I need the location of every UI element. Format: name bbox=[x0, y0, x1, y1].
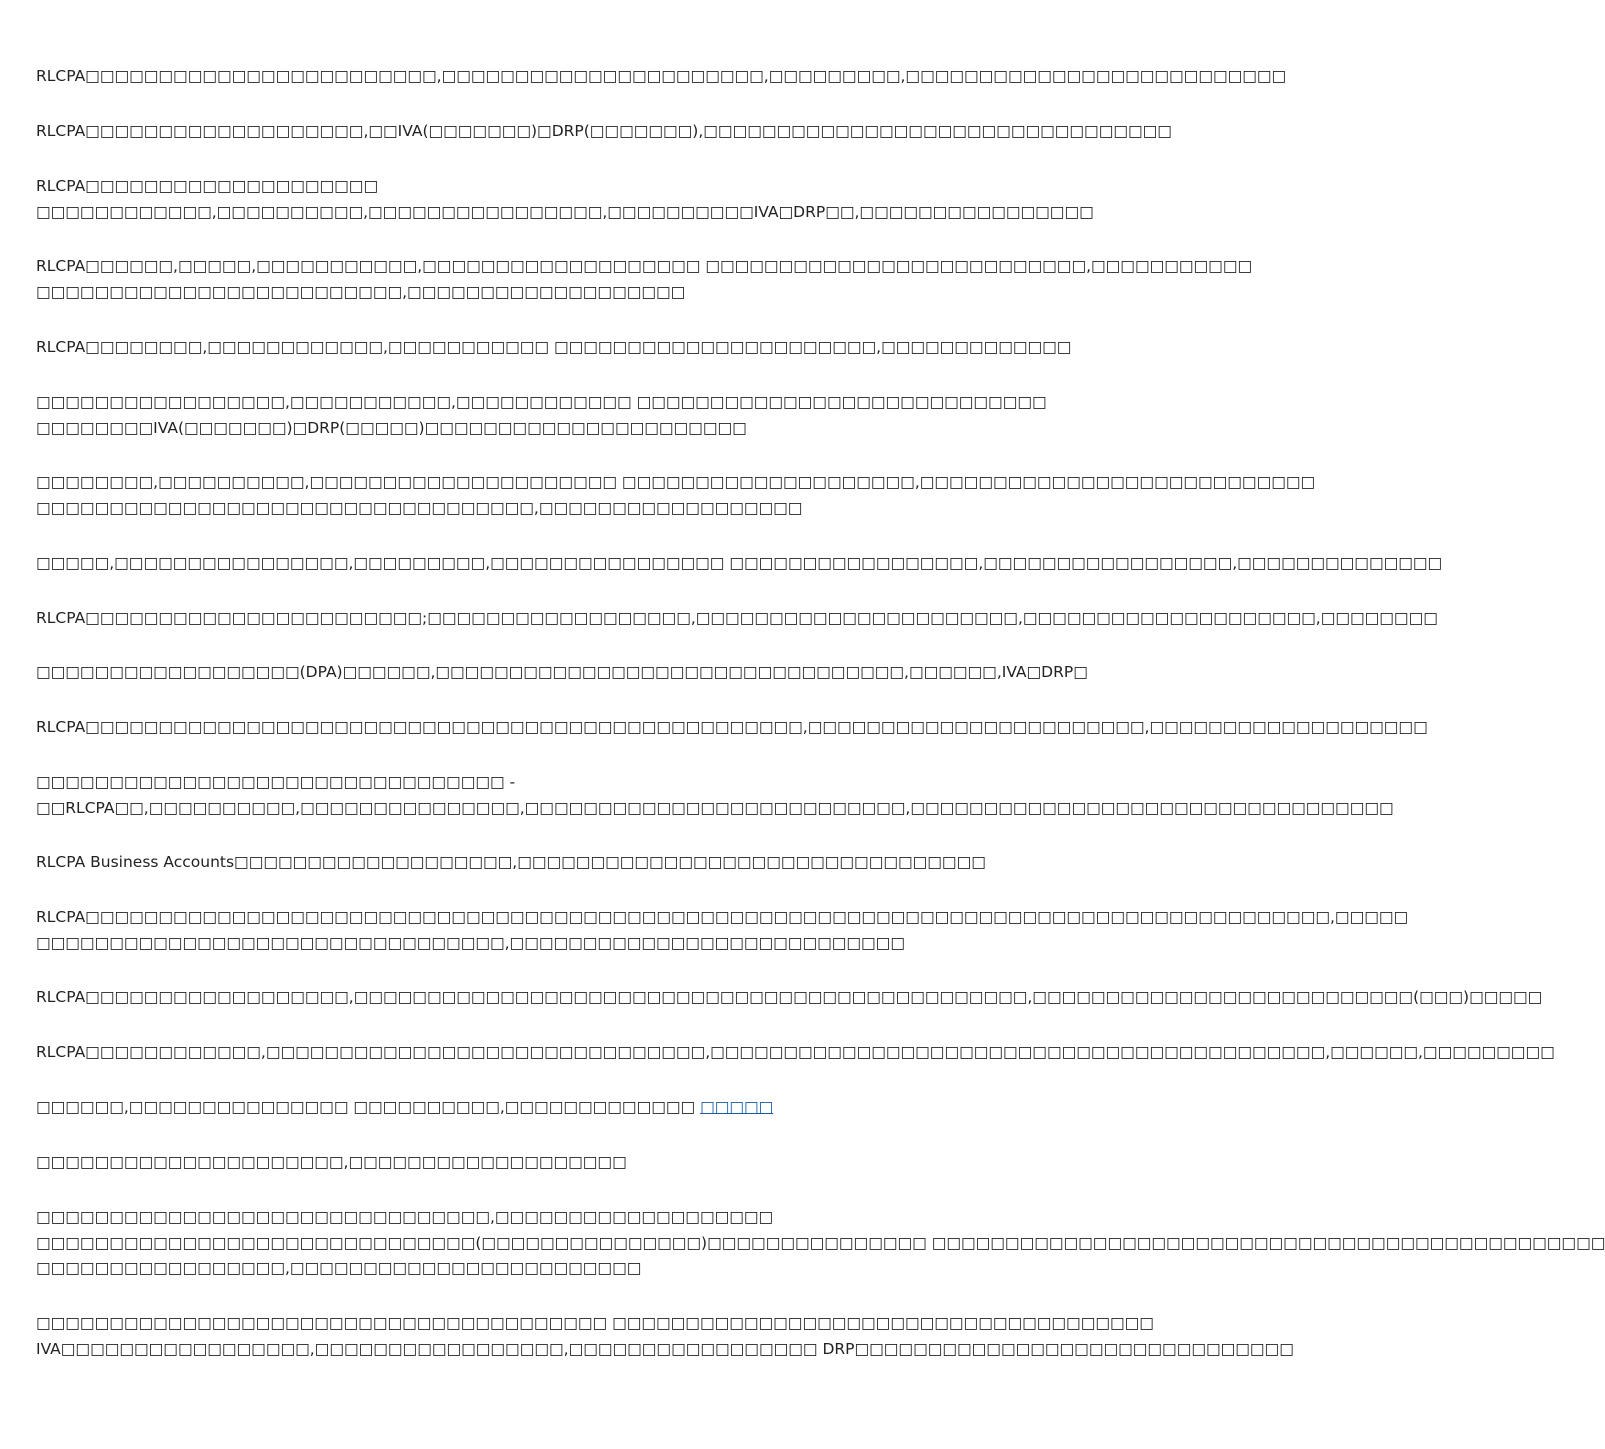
paragraph-line: □□□□□□□□□□□□□□□□□□□□□□□□□□□□□□□□□□□□□□□ □□□□□□□□□□□□□□□□□□□□□□□□□□□□□□□□□□□□□ bbox=[36, 1314, 1154, 1332]
paragraph-line: □□□□□□□□□□□□□□□□□□□□□□□□□□□□□□(□□□□□□□□□□□□□□□)□□□□□□□□□□□□□□□ □□□□□□□□□□□□□□□□□□□□□□□□□□□□□□□□□□□□□□□□□□□□□□ bbox=[36, 1233, 1605, 1252]
paragraph-line: □□□□□□□□□□□□,□□□□□□□□□□,□□□□□□□□□□□□□□□□,□□□□□□□□□□IVA□DRP□□,□□□□□□□□□□□□□□□□ bbox=[36, 202, 1094, 221]
paragraph-line: RLCPA□□□□□□,□□□□□,□□□□□□□□□□□,□□□□□□□□□□□□□□□□□□□ □□□□□□□□□□□□□□□□□□□□□□□□□□,□□□□□□□□□□□ bbox=[36, 257, 1253, 275]
paragraph-18 bbox=[36, 1150, 990, 1176]
paragraph-12 bbox=[36, 770, 1394, 821]
paragraph-line: RLCPA□□□□□□□□□□□□□□□□□□□,□□IVA(□□□□□□□)□DRP(□□□□□□□),□□□□□□□□□□□□□□□□□□□□□□□□□□□□□□□□ bbox=[36, 122, 1172, 140]
paragraph-line: RLCPA□□□□□□□□□□□□□□□□□□□□□□□;□□□□□□□□□□□□□□□□□□,□□□□□□□□□□□□□□□□□□□□□□,□□□□□□□□□□□□□□□□□□□□,□□□□□□□□ bbox=[36, 609, 1438, 627]
paragraph-line: □□□□□□□□□□□□□□□□□□□□□□□□□□□□□□□□ - bbox=[36, 773, 516, 791]
paragraph-line: □□□□□□□□□□□□□□□□□□□□□□□□□□□□□□□□□□,□□□□□□□□□□□□□□□□□□ bbox=[36, 498, 803, 517]
paragraph-text: □□□□□□,□□□□□□□□□□□□□□□ □□□□□□□□□□,□□□□□□□□□□□□□ bbox=[36, 1098, 701, 1116]
paragraph-line: □□□□□□□□□□□□□□□□□□□□□□□□□□□□□□□□,□□□□□□□□□□□□□□□□□□□□□□□□□□□ bbox=[36, 933, 905, 952]
paragraph-line: □□□□□□□□□□□□□□□□□□□□□,□□□□□□□□□□□□□□□□□□□ bbox=[36, 1153, 627, 1171]
paragraph-line: □□□□□□□□□□□□□□□□□,□□□□□□□□□□□□□□□□□□□□□□□□ bbox=[36, 1259, 642, 1277]
paragraph-line: RLCPA□□□□□□□□□□□□,□□□□□□□□□□□□□□□□□□□□□□□□□□□□□□,□□□□□□□□□□□□□□□□□□□□□□□□□□□□□□□□□□□□□□□□□□,□□□□□□,□□□□□□□□□ bbox=[36, 1043, 1555, 1061]
paragraph-11 bbox=[36, 715, 1428, 741]
paragraph-line: RLCPA□□□□□□□□□□□□□□□□□□,□□□□□□□□□□□□□□□□□□□□□□□□□□□□□□□□□□□□□□□□□□□□□□,□□□□□□□□□□□□□□□□□□□□□□□□□□(□□□)□□□□□ bbox=[36, 988, 1543, 1006]
paragraph-line: □□□□□□□□IVA(□□□□□□□)□DRP(□□□□□)□□□□□□□□□□□□□□□□□□□□□□ bbox=[36, 418, 747, 437]
paragraph-4 bbox=[36, 254, 1253, 305]
paragraph-line: □□□□□□□□□□□□□□□□□,□□□□□□□□□□□,□□□□□□□□□□□□ □□□□□□□□□□□□□□□□□□□□□□□□□□□□ bbox=[36, 393, 1047, 411]
paragraph-19 bbox=[36, 1205, 1605, 1282]
paragraph-15 bbox=[36, 985, 1543, 1011]
paragraph-9 bbox=[36, 606, 1438, 632]
paragraph-1 bbox=[36, 64, 1287, 90]
paragraph-10 bbox=[36, 660, 1088, 686]
paragraph-8 bbox=[36, 551, 1443, 577]
paragraph-2 bbox=[36, 119, 1172, 145]
paragraph-line: RLCPA Business Accounts□□□□□□□□□□□□□□□□□□□,□□□□□□□□□□□□□□□□□□□□□□□□□□□□□□□□ bbox=[36, 853, 986, 871]
paragraph-line: RLCPA□□□□□□□□,□□□□□□□□□□□□,□□□□□□□□□□□ □□□□□□□□□□□□□□□□□□□□□□,□□□□□□□□□□□□□ bbox=[36, 338, 1072, 356]
paragraph-20 bbox=[36, 1311, 1294, 1362]
paragraph-6 bbox=[36, 390, 1047, 441]
paragraph-16 bbox=[36, 1040, 1555, 1066]
paragraph-line: IVA□□□□□□□□□□□□□□□□□,□□□□□□□□□□□□□□□□□,□□□□□□□□□□□□□□□□□ DRP□□□□□□□□□□□□□□□□□□□□□□□□□□□□□□ bbox=[36, 1339, 1294, 1358]
paragraph-line: □□□□□,□□□□□□□□□□□□□□□□,□□□□□□□□□,□□□□□□□□□□□□□□□□ □□□□□□□□□□□□□□□□□,□□□□□□□□□□□□□□□□□,□□□□□□□□□□□□□□ bbox=[36, 554, 1443, 572]
paragraph-13 bbox=[36, 850, 990, 876]
paragraph-line: □□RLCPA□□,□□□□□□□□□□,□□□□□□□□□□□□□□□,□□□□□□□□□□□□□□□□□□□□□□□□□□,□□□□□□□□□□□□□□□□□□□□□□□□□□□□□□□□□ bbox=[36, 798, 1394, 817]
paragraph-line: □□□□□□□□,□□□□□□□□□□,□□□□□□□□□□□□□□□□□□□□□ □□□□□□□□□□□□□□□□□□□□,□□□□□□□□□□□□□□□□□□□□□□□□□□□ bbox=[36, 473, 1316, 491]
paragraph-14 bbox=[36, 905, 1409, 956]
paragraph-line bbox=[36, 1095, 990, 1121]
paragraph-5 bbox=[36, 335, 1072, 361]
paragraph-line: RLCPA□□□□□□□□□□□□□□□□□□□□□□□□□□□□□□□□□□□□□□□□□□□□□□□□□,□□□□□□□□□□□□□□□□□□□□□□□,□□□□□□□□□□□□□□□□□□□ bbox=[36, 718, 1428, 736]
paragraph-line: RLCPA□□□□□□□□□□□□□□□□□□□□□□□□□□□□□□□□□□□□□□□□□□□□□□□□□□□□□□□□□□□□□□□□□□□□□□□□□□□□□□□□□□□□□,□□□□□ bbox=[36, 908, 1409, 926]
paragraph-line: □□□□□□□□□□□□□□□□□□(DPA)□□□□□□,□□□□□□□□□□□□□□□□□□□□□□□□□□□□□□□□,□□□□□□,IVA□DRP□ bbox=[36, 663, 1088, 681]
paragraph-7 bbox=[36, 470, 1316, 521]
read-more-link[interactable]: □□□□□ bbox=[700, 1098, 774, 1116]
paragraph-line: RLCPA□□□□□□□□□□□□□□□□□□□□□□□□,□□□□□□□□□□□□□□□□□□□□□□,□□□□□□□□□,□□□□□□□□□□□□□□□□□□□□□□□□□□ bbox=[36, 67, 1287, 85]
paragraph-17 bbox=[36, 1095, 990, 1121]
paragraph-line: RLCPA□□□□□□□□□□□□□□□□□□□□ bbox=[36, 177, 379, 195]
paragraph-3 bbox=[36, 174, 1094, 225]
paragraph-line: □□□□□□□□□□□□□□□□□□□□□□□□□,□□□□□□□□□□□□□□□□□□□ bbox=[36, 282, 686, 301]
paragraph-line: □□□□□□□□□□□□□□□□□□□□□□□□□□□□□□□,□□□□□□□□□□□□□□□□□□□ bbox=[36, 1208, 774, 1226]
